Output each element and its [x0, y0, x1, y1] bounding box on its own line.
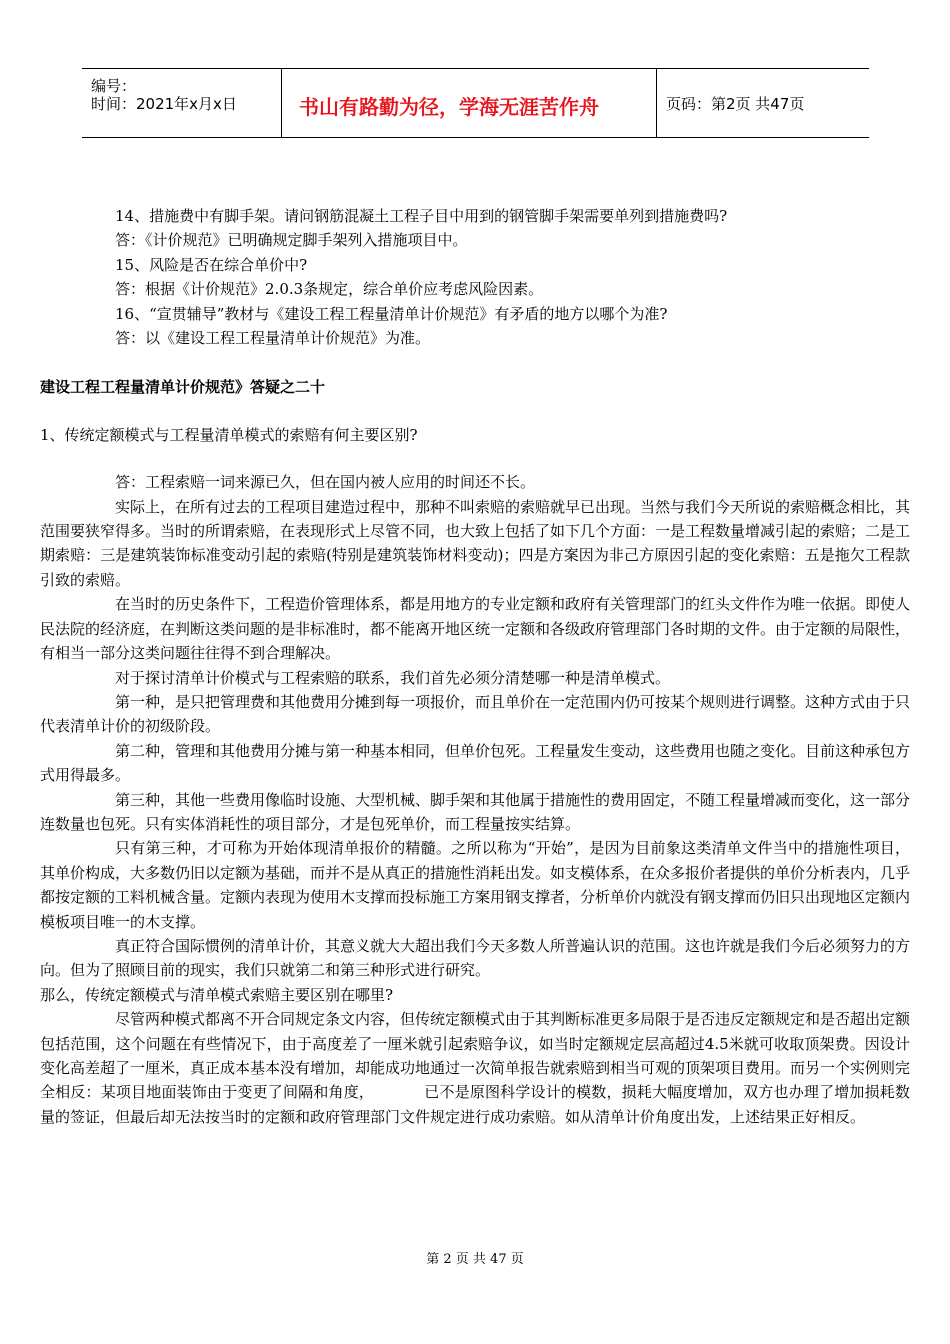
paragraph-part: 尽管两种模式都离不开合同规定条文内容，但传统定额模式由于其判断标准更多局限于是否违反定额规定和是否超出定额包括范围，这个问题在有些情况下，由于高度差了一厘米就引起索赔争议，如当时定额规定层高超过4.5米就可收取顶架费。因设计变化高差超了一厘米，真正成本基本没有增加，却能成功地通过一次简单报告就索赔到相当可观的顶架项目费用。而另一个实例则完全相反：某项目地面装饰由于变更了间隔和角度， — [40, 1010, 911, 1102]
document-body — [40, 204, 910, 1129]
paragraph: 第一种，是只把管理费和其他费用分摊到每一项报价，而且单价在一定范围内仍可按某个规则进行调整。这种方式由于只代表清单计价的初级阶段。 — [40, 692, 911, 736]
paragraph: 第二种，管理和其他费用分摊与第一种基本相同，但单价包死。工程量发生变动，这些费用也随之变化。目前这种承包方式用得最多。 — [40, 741, 911, 785]
page-header — [82, 68, 869, 138]
qa-line: 答：以《建设工程工程量清单计价规范》为准。 — [115, 329, 431, 348]
qa-line: 15、风险是否在综合单价中? — [115, 255, 308, 274]
header-right-cell — [657, 69, 869, 137]
header-motto-cell — [282, 69, 657, 137]
paragraph: 第三种，其他一些费用像临时设施、大型机械、脚手架和其他属于措施性的费用固定，不随工程量增减而变化，这一部分连数量也包死。只有实体消耗性的项目部分，才是包死单价，而工程量按实结算。 — [40, 790, 911, 833]
header-left-cell — [82, 69, 282, 137]
number-label: 编号： — [91, 77, 137, 95]
paragraph: 对于探讨清单计价模式与工程索赔的联系，我们首先必须分清楚哪一种是清单模式。 — [115, 668, 671, 687]
paragraph-part: 已不是原图科学设计的模数，损耗大幅度增加，双方也办理了增加损耗数量的签证，但最后却无法按当时的定额和政府管理部门文件规定进行成功索赔。如从清单计价角度出发，上述结果正好相反。 — [40, 1083, 910, 1126]
question-1: 1、传统定额模式与工程量清单模式的索赔有何主要区别? — [40, 425, 418, 444]
paragraph — [40, 1007, 910, 1129]
qa-line: 答：根据《计价规范》2.0.3条规定，综合单价应考虑风险因素。 — [115, 280, 544, 299]
transition-line: 那么，传统定额模式与清单模式索赔主要区别在哪里? — [40, 985, 394, 1004]
paragraph: 实际上，在所有过去的工程项目建造过程中，那种不叫索赔的索赔就早已出现。当然与我们今天所说的索赔概念相比，其范围要狭窄得多。当时的所谓索赔，在表现形式上尽管不同，也大致上包括了如下几个方面：一是工程数量增减引起的索赔；二是工期索赔：三是建筑装饰标准变动引起的索赔(特别是建筑装饰材料变动)；四是方案因为非己方原因引起的变化索赔：五是拖欠工程款引致的索赔。 — [40, 497, 911, 589]
page-info: 页码：第2页 共47页 — [666, 95, 805, 113]
section-heading: 建设工程工程量清单计价规范》答疑之二十 — [40, 378, 326, 397]
motto: 书山有路勤为径，学海无涯苦作舟 — [299, 95, 599, 119]
qa-line: 16、“宣贯辅导”教材与《建设工程工程量清单计价规范》有矛盾的地方以哪个为准? — [115, 304, 668, 323]
qa-line: 答：《计价规范》已明确规定脚手架列入措施项目中。 — [115, 231, 468, 250]
qa-line: 14、措施费中有脚手架。请问钢筋混凝土工程子目中用到的钢管脚手架需要单列到措施费吗? — [115, 207, 728, 225]
paragraph: 只有第三种，才可称为开始体现清单报价的精髓。之所以称为“开始”，是因为目前象这类清单文件当中的措施性项目，其单价构成，大多数仍旧以定额为基础，而并不是从真正的措施性消耗出发。如支模体系，在众多报价者提供的单价分析表内，几乎都按定额的工料机械含量。定额内表现为使用木支撑而投标施工方案用钢支撑者，分析单价内就没有钢支撑而仍旧只出现地区定额内模板项目唯一的木支撑。 — [40, 839, 911, 931]
paragraph: 在当时的历史条件下，工程造价管理体系，都是用地方的专业定额和政府有关管理部门的红头文件作为唯一依据。即使人民法院的经济庭，在判断这类问题的是非标准时，都不能离开地区统一定额和各级政府管理部门各时期的文件。由于定额的局限性，有相当一部分这类问题往往得不到合理解决。 — [40, 595, 911, 663]
time-label: 时间：2021年x月x日 — [91, 95, 237, 113]
paragraph: 答：工程索赔一词来源已久，但在国内被人应用的时间还不长。 — [115, 473, 536, 492]
page-footer: 第 2 页 共 47 页 — [426, 1252, 524, 1267]
paragraph: 真正符合国际惯例的清单计价，其意义就大大超出我们今天多数人所普遍认识的范围。这也许就是我们今后必须努力的方向。但为了照顾目前的现实，我们只就第二和第三种形式进行研究。 — [40, 936, 911, 980]
